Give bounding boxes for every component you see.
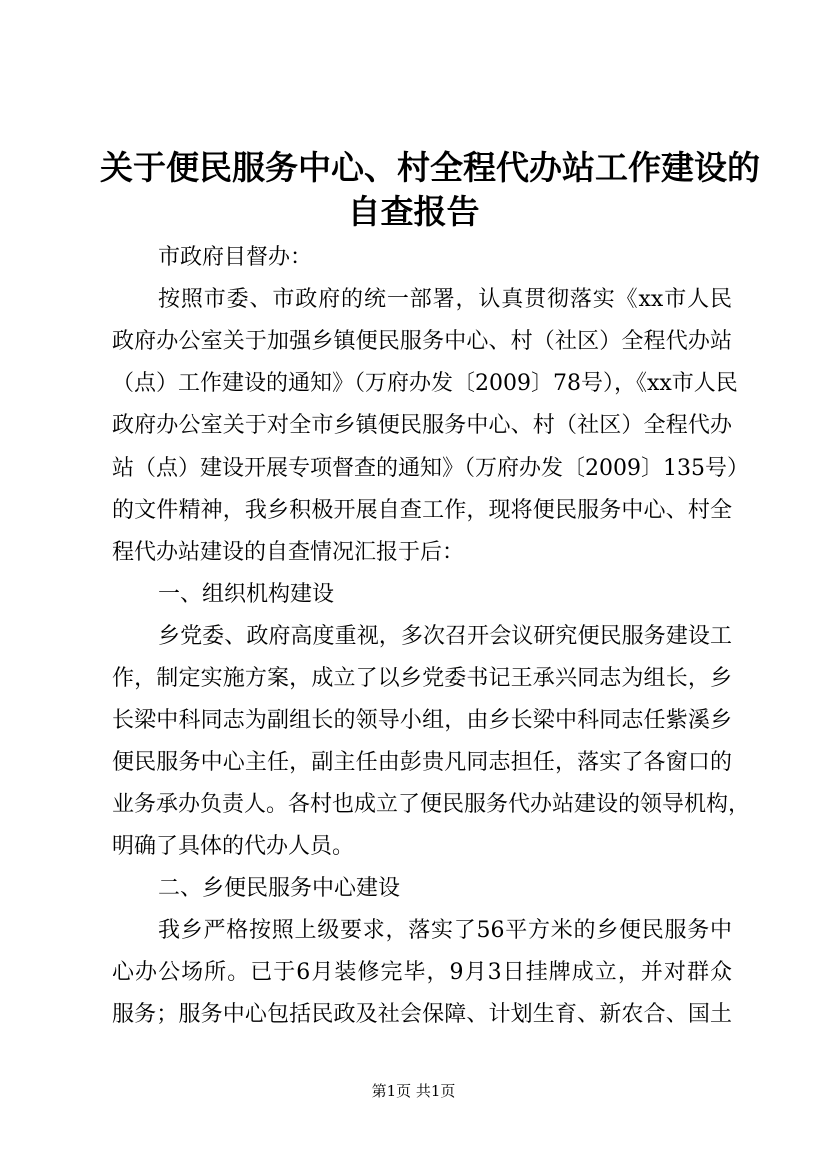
paragraph-line: 乡党委、政府高度重视，多次召开会议研究便民服务建设工 bbox=[158, 624, 732, 649]
salutation: 市政府目督办： bbox=[158, 245, 313, 270]
paragraph-line: 我乡严格按照上级要求，落实了56平方米的乡便民服务中 bbox=[158, 918, 732, 943]
document-title-line-2: 自查报告 bbox=[347, 192, 480, 231]
page-number: 第1页 共1页 bbox=[371, 1082, 456, 1100]
section-heading: 一、组织机构建设 bbox=[158, 582, 335, 607]
paragraph-line: 心办公场所。已于6月装修完毕，9月3日挂牌成立，并对群众 bbox=[112, 960, 732, 985]
paragraph-line: 政府办公室关于对全市乡镇便民服务中心、村（社区）全程代办 bbox=[112, 413, 732, 438]
paragraph-line: 程代办站建设的自查情况汇报于后： bbox=[112, 540, 465, 565]
paragraph-line: 作，制定实施方案，成立了以乡党委书记王承兴同志为组长，乡 bbox=[112, 666, 732, 691]
paragraph-line: 业务承办负责人。各村也成立了便民服务代办站建设的领导机构， bbox=[112, 792, 751, 817]
paragraph-line: 长梁中科同志为副组长的领导小组，由乡长梁中科同志任紫溪乡 bbox=[112, 708, 732, 733]
paragraph-line: 的文件精神，我乡积极开展自查工作，现将便民服务中心、村全 bbox=[112, 498, 732, 523]
paragraph-line: 服务；服务中心包括民政及社会保障、计划生育、新农合、国土 bbox=[112, 1002, 732, 1027]
paragraph-line: 站（点）建设开展专项督查的通知》（万府办发〔2009〕135号） bbox=[112, 456, 749, 481]
paragraph-line: 按照市委、市政府的统一部署，认真贯彻落实《xx市人民 bbox=[158, 287, 732, 312]
document-title-line-1: 关于便民服务中心、村全程代办站工作建设的 bbox=[100, 148, 760, 187]
paragraph-line: 便民服务中心主任，副主任由彭贵凡同志担任，落实了各窗口的 bbox=[112, 750, 732, 775]
section-heading: 二、乡便民服务中心建设 bbox=[158, 876, 401, 901]
paragraph-line: 政府办公室关于加强乡镇便民服务中心、村（社区）全程代办站 bbox=[112, 329, 732, 354]
paragraph-line: 明确了具体的代办人员。 bbox=[112, 834, 355, 859]
paragraph-line: （点）工作建设的通知》（万府办发〔2009〕78号），《xx市人民 bbox=[112, 371, 738, 396]
